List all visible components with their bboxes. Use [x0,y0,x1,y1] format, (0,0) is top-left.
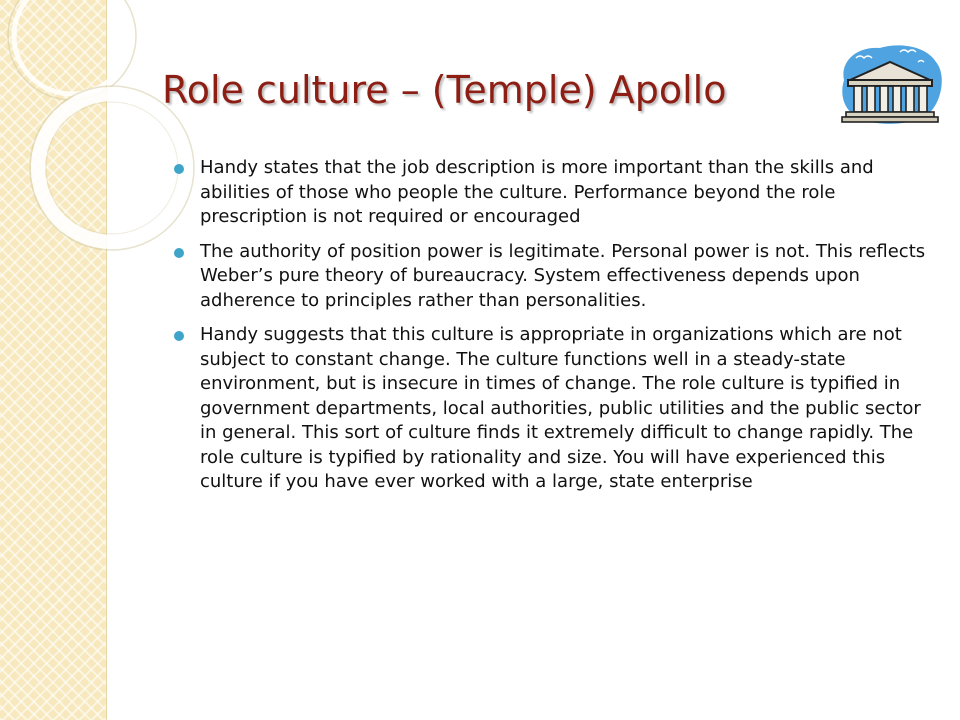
title-row [162,62,822,132]
bullet-dot-icon [174,248,184,258]
bullet-dot-icon [174,331,184,341]
bullet-item [170,240,940,314]
slide-title: Role culture – (Temple) Apollo [162,68,727,112]
bullet-item [170,323,940,495]
bullet-text: Handy states that the job description is more important than the skills and abilities of those who people the culture. Performance beyond the role prescription is not required or encouraged [200,157,874,227]
bullet-text: The authority of position power is legitimate. Personal power is not. This reflects Weber’s pure theory of bureaucracy. System effectiveness depends upon adherence to principles rather than personalities. [200,240,926,311]
bullet-list [170,156,940,505]
bullet-item [170,156,940,230]
bullet-text: Handy suggests that this culture is appropriate in organizations which are not subject to constant change. The culture functions well in a steady-state environment, but is insecure in times of change. The role culture is typified in government departments, local authorities, public utilities and the public sector in general. This sort of culture finds it extremely difficult to change rapidly. The role culture is typified by rationality and size. You will have experienced this culture if you have ever worked with a large, state enterprise [200,324,921,492]
greek-temple-icon [834,40,946,128]
bullet-dot-icon [174,164,184,174]
